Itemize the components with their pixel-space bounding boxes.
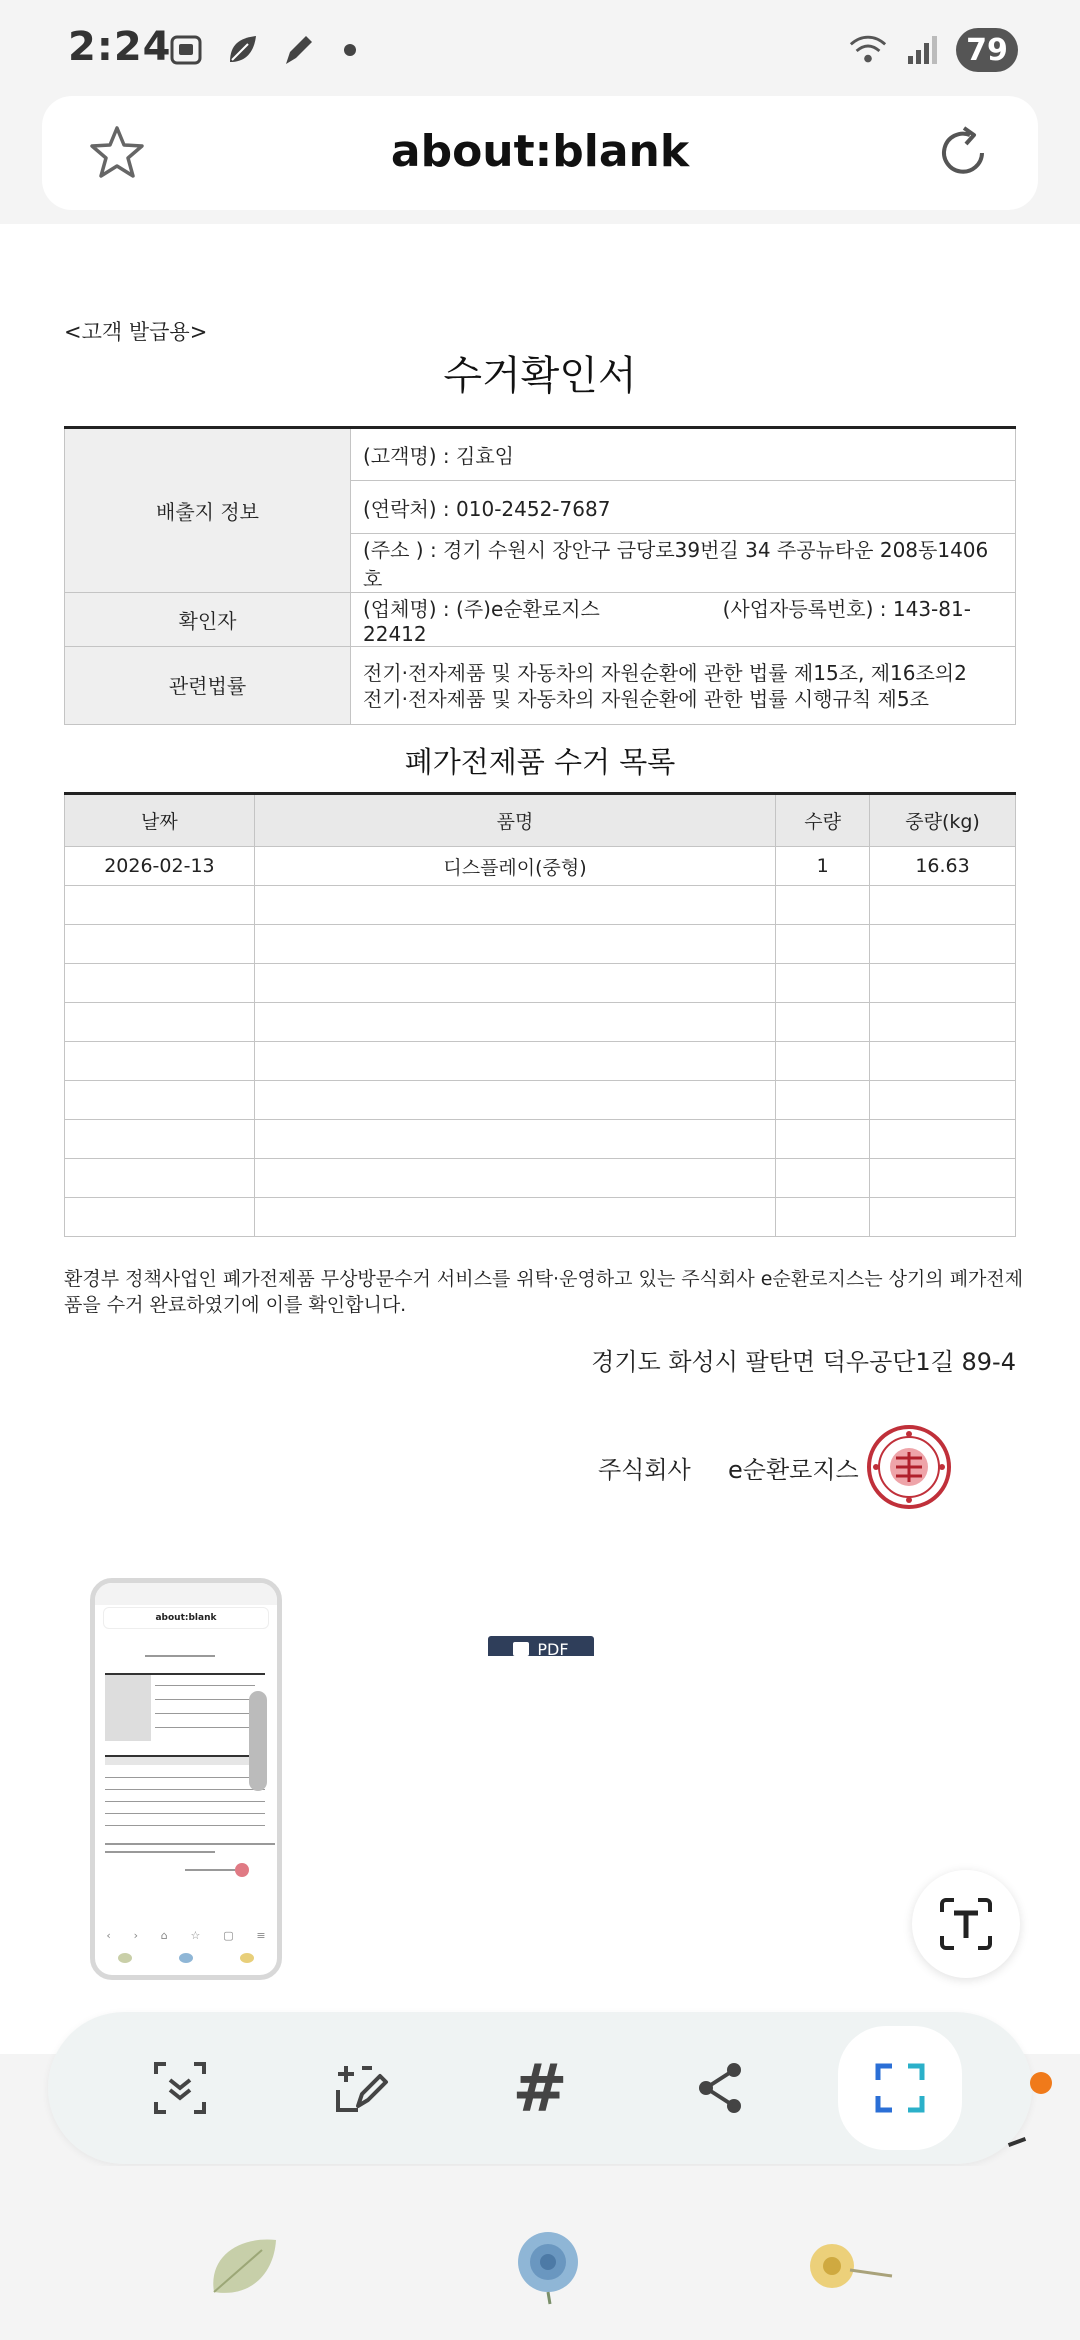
printer-icon [513,1642,529,1656]
col-qty-header: 수량 [776,794,870,847]
share-button[interactable] [672,2040,768,2136]
notification-dot [344,44,356,56]
doc-label: <고객 발급용> [64,320,208,344]
table-row-empty [65,1081,1016,1120]
smart-select-icon [150,2058,210,2118]
thumb-nav: ‹ › ⌂ ☆ ▢ ≡ [106,1929,266,1942]
col-item-header: 품명 [254,794,775,847]
row-item: 디스플레이(중형) [254,847,775,886]
thumb-url: about:blank [103,1607,269,1629]
table-row-empty [65,1120,1016,1159]
registration-field: (사업자등록번호) : 143-81-22412 [363,597,971,646]
draw-button[interactable] [312,2040,408,2136]
status-icons-right [848,28,1018,72]
thumb-flowers [95,1953,277,1969]
thumb-status-bar [95,1583,277,1605]
blue-flower-nav-icon[interactable] [502,2226,592,2306]
battery-indicator: 79 [956,28,1018,72]
table-row-empty [65,1003,1016,1042]
leaf-nav-icon[interactable] [200,2226,290,2306]
customer-name: (고객명) : 김효임 [351,428,1016,481]
info-table [64,426,1016,725]
thumb-scrollbar [249,1691,267,1791]
url-text[interactable]: about:blank [390,126,690,177]
draw-icon [328,2056,392,2120]
capture-button[interactable] [838,2026,962,2150]
row-weight: 16.63 [870,847,1016,886]
tag-icon: # [512,2049,568,2127]
table-row-empty [65,1198,1016,1237]
doc-title: 수거확인서 [443,353,637,399]
gallery-icon [166,30,206,70]
table-row [65,847,1016,886]
capture-icon [870,2058,930,2118]
leaf-icon [222,30,262,70]
law-line-1: 전기·전자제품 및 자동차의 자원순환에 관한 법률 제15조, 제16조의2 [363,660,967,685]
law-header: 관련법률 [65,647,351,725]
confirmation-notice: 환경부 정책사업인 폐가전제품 무상방문수거 서비스를 위탁·운영하고 있는 주식회사 e순환로지스는 상기의 폐가전제품을 수거 완료하였기에 이를 확인합니다. [64,1268,1024,1316]
pen-icon [278,30,318,70]
extract-text-button[interactable] [912,1870,1020,1978]
emitter-header: 배출지 정보 [65,428,351,593]
status-bar [0,0,1080,96]
signal-icon [902,30,942,70]
wifi-icon [848,30,888,70]
screenshot-thumbnail[interactable] [90,1578,282,1980]
yellow-flower-nav-icon[interactable] [804,2226,894,2306]
company-address: 경기도 화성시 팔탄면 덕우공단1길 89-4 [591,1348,1016,1376]
row-qty: 1 [776,847,870,886]
table-row-empty [65,1159,1016,1198]
thumb-document [105,1637,267,1887]
law-line-2: 전기·전자제품 및 자동차의 자원순환에 관한 법률 시행규칙 제5조 [363,686,929,711]
customer-contact: (연락처) : 010-2452-7687 [351,481,1016,534]
collection-list-table [64,792,1016,1237]
company-prefix: 주식회사 [598,1456,691,1484]
bottom-nav [0,2166,1080,2340]
table-row-empty [65,1042,1016,1081]
screenshot-toolbar [48,2012,1032,2164]
col-weight-header: 중량(kg) [870,794,1016,847]
status-icons-left [166,30,356,70]
edge-handle-dot[interactable] [1030,2072,1052,2094]
customer-address: (주소 ) : 경기 수원시 장안구 금당로39번길 34 주공뉴타운 208동1406호 [351,534,1016,593]
company-seal-icon [866,1424,952,1510]
smart-select-button[interactable] [132,2040,228,2136]
list-title: 폐가전제품 수거 목록 [404,745,676,779]
confirmer-cell [351,593,1016,647]
status-time: 2:24 [68,24,172,70]
table-row-empty [65,964,1016,1003]
pdf-label: PDF [537,1640,569,1656]
text-extract-icon [936,1894,996,1954]
company-field: (업체명) : (주)e순환로지스 [363,597,600,621]
reload-icon[interactable] [930,120,996,186]
url-bar[interactable] [42,96,1038,210]
table-row-empty [65,886,1016,925]
table-row-empty [65,925,1016,964]
tag-button[interactable] [492,2040,588,2136]
pdf-button[interactable] [488,1636,594,1656]
company-name: e순환로지스 [728,1456,859,1484]
row-date: 2026-02-13 [65,847,255,886]
share-icon [690,2058,750,2118]
confirmer-header: 확인자 [65,593,351,647]
law-cell [351,647,1016,725]
col-date-header: 날짜 [65,794,255,847]
